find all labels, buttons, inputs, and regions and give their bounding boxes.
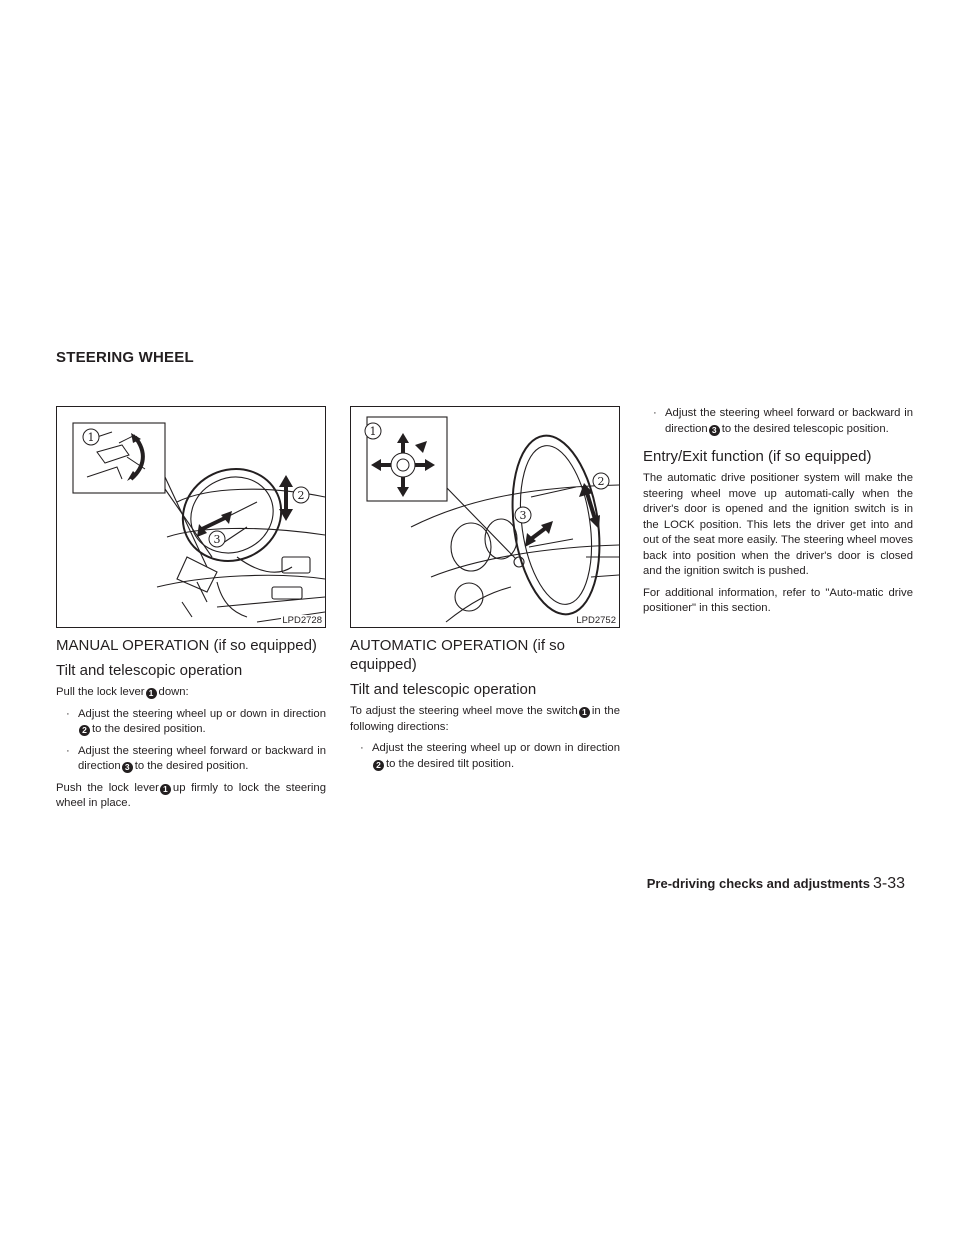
automatic-bullet-1: · Adjust the steering wheel up or down in direction2 to the desired tilt position. [360, 742, 620, 770]
callout-badge-3: 3 [122, 762, 133, 773]
figure-code: LPD2752 [576, 615, 616, 626]
callout-badge-2: 2 [373, 760, 384, 771]
manual-operation-heading: MANUAL OPERATION (if so equipped) [56, 637, 317, 654]
automatic-operation-heading: AUTOMATIC OPERATION (if so equipped) [350, 637, 566, 673]
page-number: 3-33 [872, 875, 905, 892]
callout-badge-3: 3 [709, 425, 720, 436]
page-footer [647, 875, 905, 893]
automatic-tilt-subheading: Tilt and telescopic operation [350, 681, 537, 698]
entry-exit-heading: Entry/Exit function (if so equipped) [643, 448, 872, 465]
automatic-bullet-2: · Adjust the steering wheel forward or backward in direction 3 to the desired telescopic position. [653, 407, 913, 435]
manual-intro: Pull the lock lever 1 down: [56, 686, 189, 698]
manual-outro: Push the lock lever 1 up firmly to lock the steering wheel in place. [56, 781, 326, 809]
manual-tilt-subheading: Tilt and telescopic operation [56, 662, 243, 679]
callout-2: 2 [297, 489, 305, 502]
automatic-intro: To adjust the steering wheel move the switch 1 in the following directions: [350, 705, 620, 733]
bullet-dot: · [653, 407, 657, 419]
entry-exit-paragraph-1: The automatic drive positioner system will make the steering wheel move up automati-cally when the driver's door is opened and the ignition switch is in the LOCK position. This lets the driver get into and out of the seat more easily. The steering wheel moves back into position when the driver's door is closed and the ignition switch is pushed. [643, 472, 913, 577]
automatic-operation-column [350, 406, 620, 778]
bullet-dot: · [66, 707, 70, 720]
figure-code: LPD2728 [282, 615, 322, 626]
manual-bullet-2: · Adjust the steering wheel forward or backward in direction 3 to the desired position. [66, 744, 326, 772]
callout-badge-2: 2 [79, 725, 90, 736]
callout-badge-1: 1 [579, 707, 590, 718]
manual-bullet-1: · Adjust the steering wheel up or down in direction2 to the desired position. [66, 707, 326, 735]
automatic-steering-illustration [351, 407, 619, 627]
callout-3: 3 [213, 533, 221, 546]
callout-1: 1 [369, 425, 377, 438]
callout-badge-1: 1 [160, 784, 171, 795]
entry-exit-paragraph-2: For additional information, refer to "Auto-matic drive positioner" in this section. [643, 586, 913, 614]
entry-exit-column [643, 406, 913, 623]
bullet-dot: · [66, 744, 70, 757]
automatic-steering-figure [350, 406, 620, 628]
callout-2: 2 [597, 475, 605, 488]
bullet-dot: · [360, 742, 364, 754]
manual-steering-illustration [57, 407, 325, 627]
footer-chapter: Pre-driving checks and adjustments [646, 876, 870, 891]
callout-3: 3 [519, 509, 527, 522]
manual-operation-column [56, 406, 326, 818]
manual-steering-figure [56, 406, 326, 628]
section-title: STEERING WHEEL [56, 349, 194, 366]
callout-1: 1 [87, 431, 95, 444]
callout-badge-1: 1 [146, 688, 157, 699]
